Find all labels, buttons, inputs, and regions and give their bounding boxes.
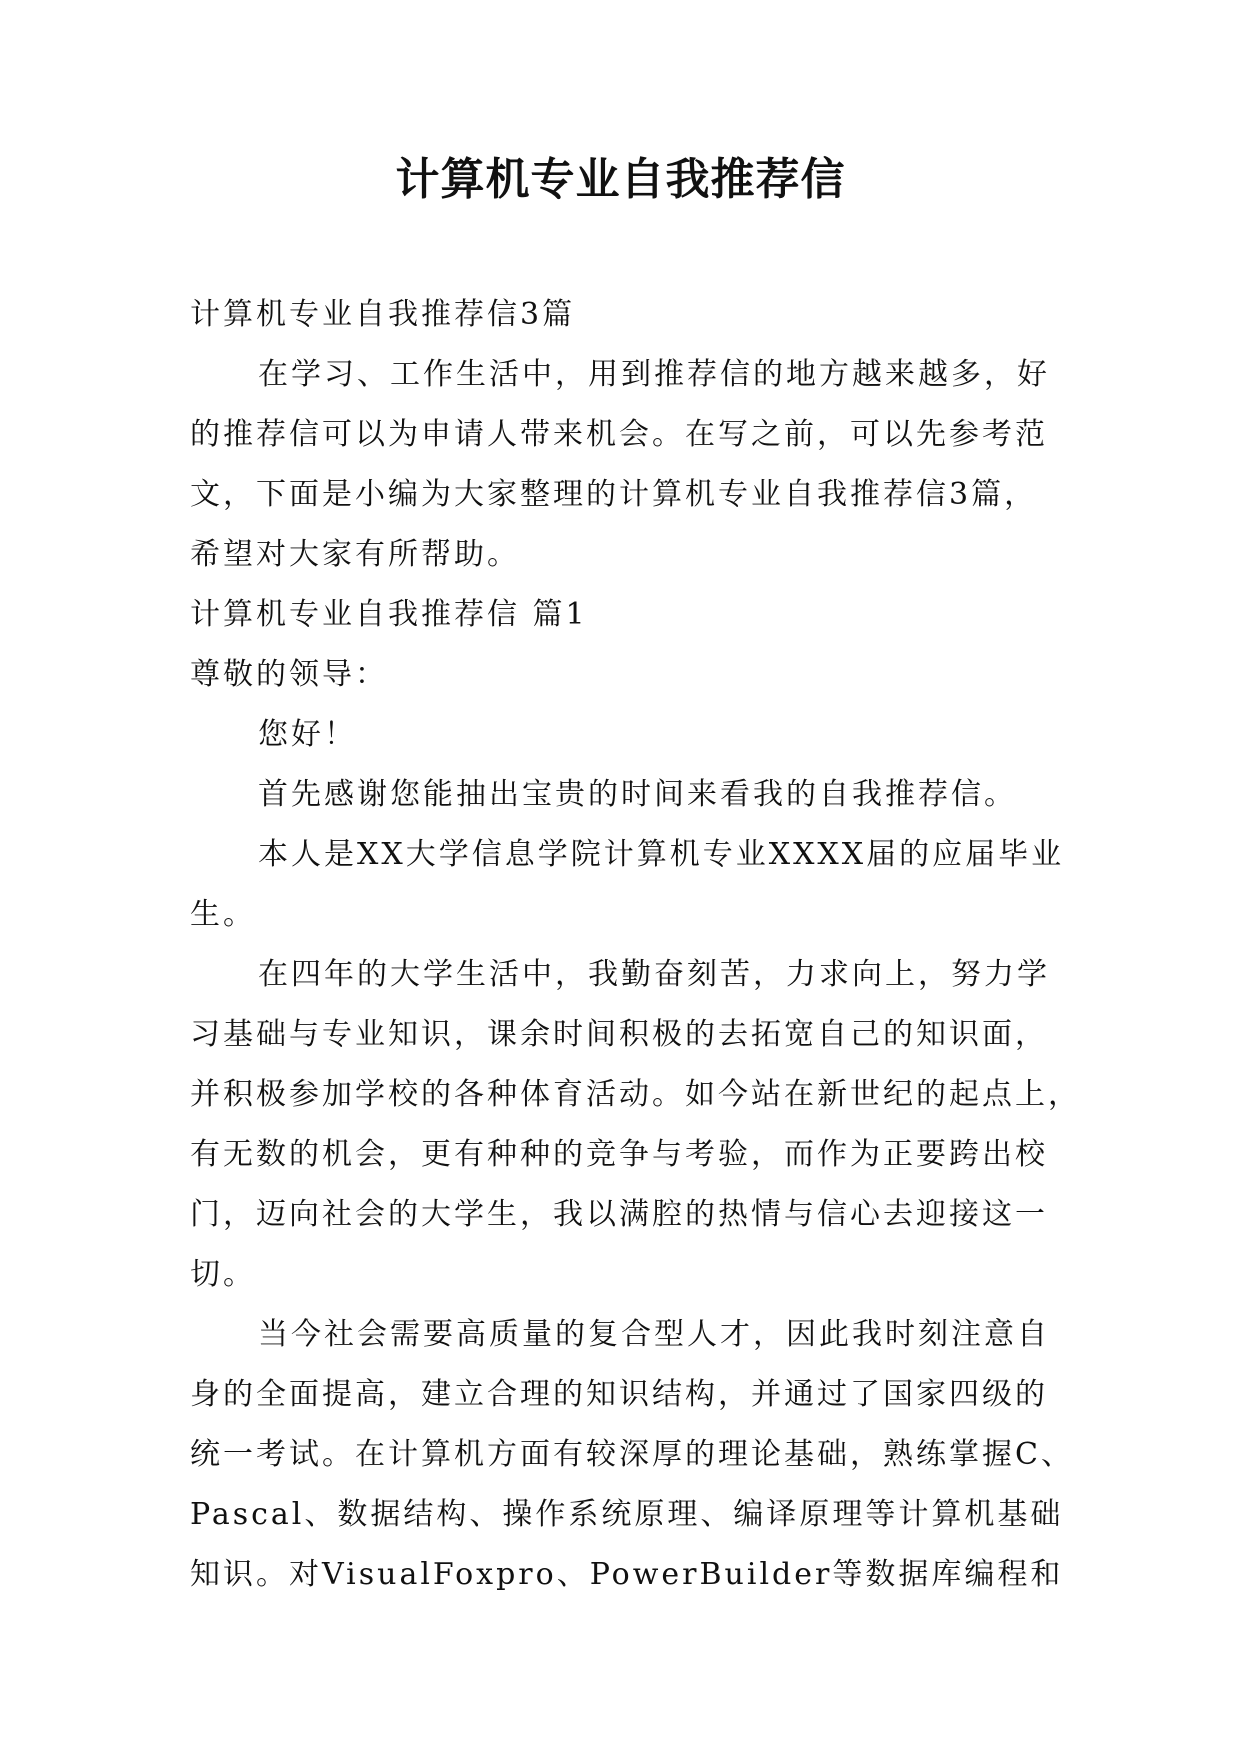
paragraph-line: 身的全面提高，建立合理的知识结构，并通过了国家四级的 <box>190 1377 1048 1412</box>
section-heading: 计算机专业自我推荐信 篇1 <box>190 597 588 632</box>
paragraph-line: Pascal、数据结构、操作系统原理、编译原理等计算机基础 <box>190 1497 1064 1532</box>
intro-paragraph-line: 希望对大家有所帮助。 <box>190 537 520 572</box>
paragraph-line: 本人是XX大学信息学院计算机专业XXXX届的应届毕业 <box>258 837 1065 872</box>
intro-paragraph-line: 文，下面是小编为大家整理的计算机专业自我推荐信3篇， <box>190 477 1038 512</box>
paragraph-line: 当今社会需要高质量的复合型人才，因此我时刻注意自 <box>258 1317 1050 1352</box>
subtitle-line: 计算机专业自我推荐信3篇 <box>190 297 576 332</box>
paragraph-line: 并积极参加学校的各种体育活动。如今站在新世纪的起点上， <box>190 1077 1081 1112</box>
paragraph-line: 习基础与专业知识，课余时间积极的去拓宽自己的知识面， <box>190 1017 1048 1052</box>
paragraph-line: 统一考试。在计算机方面有较深厚的理论基础，熟练掌握C、 <box>190 1437 1074 1472</box>
document-body <box>190 285 1081 1605</box>
paragraph-line: 知识。对VisualFoxpro、PowerBuilder等数据库编程和 <box>190 1557 1064 1592</box>
intro-paragraph-line: 的推荐信可以为申请人带来机会。在写之前，可以先参考范 <box>190 417 1048 452</box>
paragraph-line: 门，迈向社会的大学生，我以满腔的热情与信心去迎接这一 <box>190 1197 1048 1232</box>
paragraph-line: 切。 <box>190 1257 256 1292</box>
intro-paragraph-line: 在学习、工作生活中，用到推荐信的地方越来越多，好 <box>258 357 1050 392</box>
paragraph-line: 生。 <box>190 897 256 932</box>
document-title: 计算机专业自我推荐信 <box>395 154 846 205</box>
paragraph-line: 有无数的机会，更有种种的竞争与考验，而作为正要跨出校 <box>190 1137 1048 1172</box>
paragraph-line: 首先感谢您能抽出宝贵的时间来看我的自我推荐信。 <box>258 777 1017 812</box>
paragraph-line: 在四年的大学生活中，我勤奋刻苦，力求向上，努力学 <box>258 957 1050 992</box>
salutation: 尊敬的领导： <box>190 657 388 692</box>
greeting: 您好！ <box>258 717 357 752</box>
